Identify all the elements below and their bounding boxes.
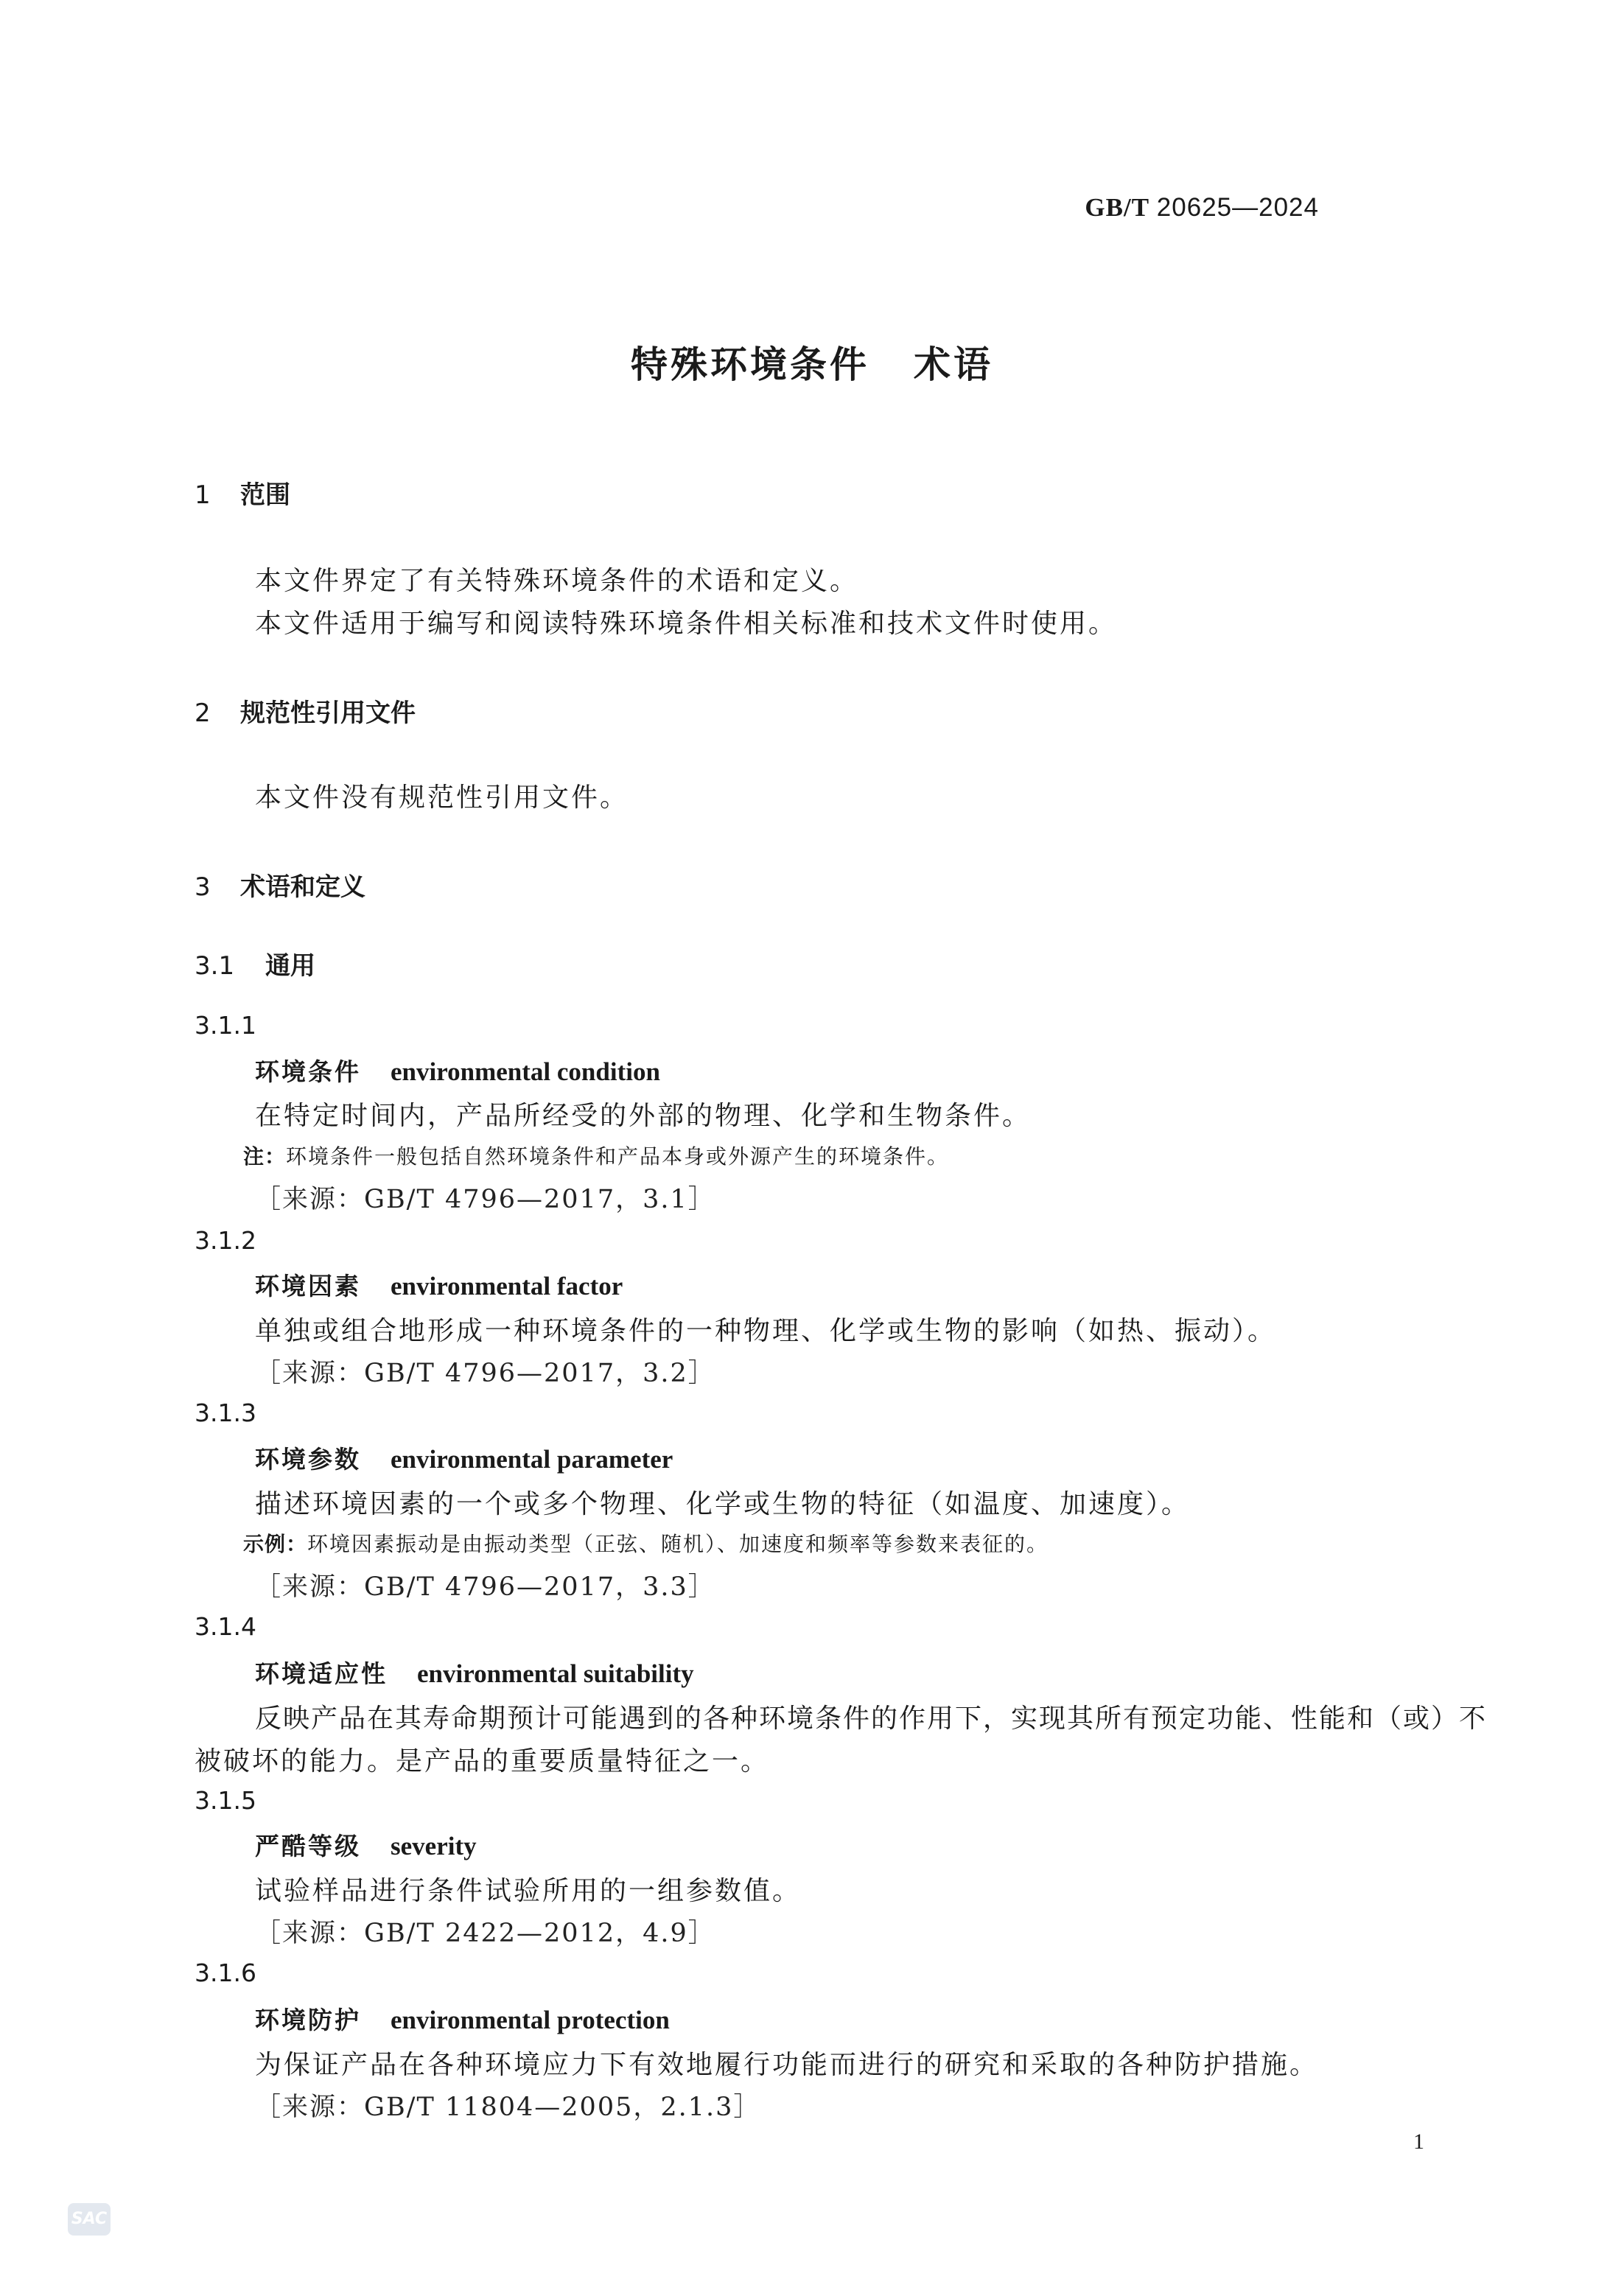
page-number: 1 xyxy=(1413,2129,1424,2154)
section-number: 1 xyxy=(195,480,211,510)
term-number: 3.1.6 xyxy=(195,1958,256,1987)
section-title: 范围 xyxy=(240,480,290,510)
term-english: environmental condition xyxy=(391,1057,660,1086)
term-definition: 反映产品在其寿命期预计可能遇到的各种环境条件的作用下，实现其所有预定功能、性能和（或）不 xyxy=(255,1704,1488,1734)
term-number: 3.1.3 xyxy=(195,1398,256,1427)
term-english: environmental suitability xyxy=(417,1659,694,1688)
note-label: 注： xyxy=(243,1144,287,1169)
term-source: ［来源：GB/T 4796—2017，3.1］ xyxy=(255,1185,715,1214)
section-1-heading xyxy=(195,475,290,511)
term-english: environmental factor xyxy=(391,1272,623,1300)
term-entry xyxy=(255,2001,670,2036)
term-source: ［来源：GB/T 4796—2017，3.3］ xyxy=(255,1572,715,1602)
term-number: 3.1.4 xyxy=(195,1612,256,1641)
section-3-heading xyxy=(195,867,365,903)
section-number: 3.1 xyxy=(195,951,235,981)
document-title xyxy=(0,335,1624,388)
title-part-2: 术语 xyxy=(914,343,993,386)
term-chinese: 环境适应性 xyxy=(255,1659,388,1688)
term-source: ［来源：GB/T 2422—2012，4.9］ xyxy=(255,1919,715,1948)
term-definition: 试验样品进行条件试验所用的一组参数值。 xyxy=(255,1876,802,1906)
standard-number xyxy=(1085,193,1319,223)
section-title: 通用 xyxy=(265,951,315,981)
term-entry xyxy=(255,1053,660,1088)
section-2-heading xyxy=(195,693,416,729)
term-chinese: 严酷等级 xyxy=(255,1832,361,1860)
term-definition: 在特定时间内，产品所经受的外部的物理、化学和生物条件。 xyxy=(255,1101,1032,1131)
term-number: 3.1.1 xyxy=(195,1011,256,1040)
note-text: 环境条件一般包括自然环境条件和产品本身或外源产生的环境条件。 xyxy=(286,1144,950,1169)
term-entry xyxy=(255,1655,694,1690)
term-chinese: 环境参数 xyxy=(255,1445,361,1474)
term-example xyxy=(243,1528,1049,1558)
term-chinese: 环境防护 xyxy=(255,2006,361,2034)
example-label: 示例： xyxy=(243,1532,308,1556)
section-1-paragraph-2: 本文件适用于编写和阅读特殊环境条件相关标准和技术文件时使用。 xyxy=(255,609,1118,639)
term-entry xyxy=(255,1267,623,1302)
section-3-1-heading xyxy=(195,945,315,981)
section-title: 规范性引用文件 xyxy=(240,699,416,728)
section-2-paragraph-1: 本文件没有规范性引用文件。 xyxy=(255,783,629,813)
term-chinese: 环境因素 xyxy=(255,1272,361,1300)
term-definition: 为保证产品在各种环境应力下有效地履行功能而进行的研究和采取的各种防护措施。 xyxy=(255,2050,1319,2080)
term-source: ［来源：GB/T 4796—2017，3.2］ xyxy=(255,1359,715,1388)
term-entry xyxy=(255,1440,673,1475)
term-number: 3.1.2 xyxy=(195,1226,256,1255)
term-definition: 单独或组合地形成一种环境条件的一种物理、化学或生物的影响（如热、振动）。 xyxy=(255,1316,1277,1346)
term-source: ［来源：GB/T 11804—2005，2.1.3］ xyxy=(255,2093,761,2122)
term-entry xyxy=(255,1827,477,1862)
standard-code: 20625—2024 xyxy=(1156,193,1319,222)
term-english: environmental parameter xyxy=(391,1445,673,1474)
section-number: 2 xyxy=(195,699,211,728)
title-part-1: 特殊环境条件 xyxy=(631,343,869,386)
term-chinese: 环境条件 xyxy=(255,1057,361,1086)
term-number: 3.1.5 xyxy=(195,1786,256,1815)
example-text: 环境因素振动是由振动类型（正弦、随机）、加速度和频率等参数来表征的。 xyxy=(307,1532,1049,1556)
sac-logo: SAC xyxy=(68,2203,111,2236)
section-1-paragraph-1: 本文件界定了有关特殊环境条件的术语和定义。 xyxy=(255,566,859,596)
term-note xyxy=(243,1141,949,1170)
term-definition-continued: 被破坏的能力。是产品的重要质量特征之一。 xyxy=(195,1746,770,1776)
term-definition: 描述环境因素的一个或多个物理、化学或生物的特征（如温度、加速度）。 xyxy=(255,1489,1191,1519)
term-english: severity xyxy=(391,1832,477,1860)
standard-prefix: GB/T xyxy=(1085,193,1150,222)
term-english: environmental protection xyxy=(391,2006,670,2034)
section-title: 术语和定义 xyxy=(240,872,365,902)
section-number: 3 xyxy=(195,872,211,902)
